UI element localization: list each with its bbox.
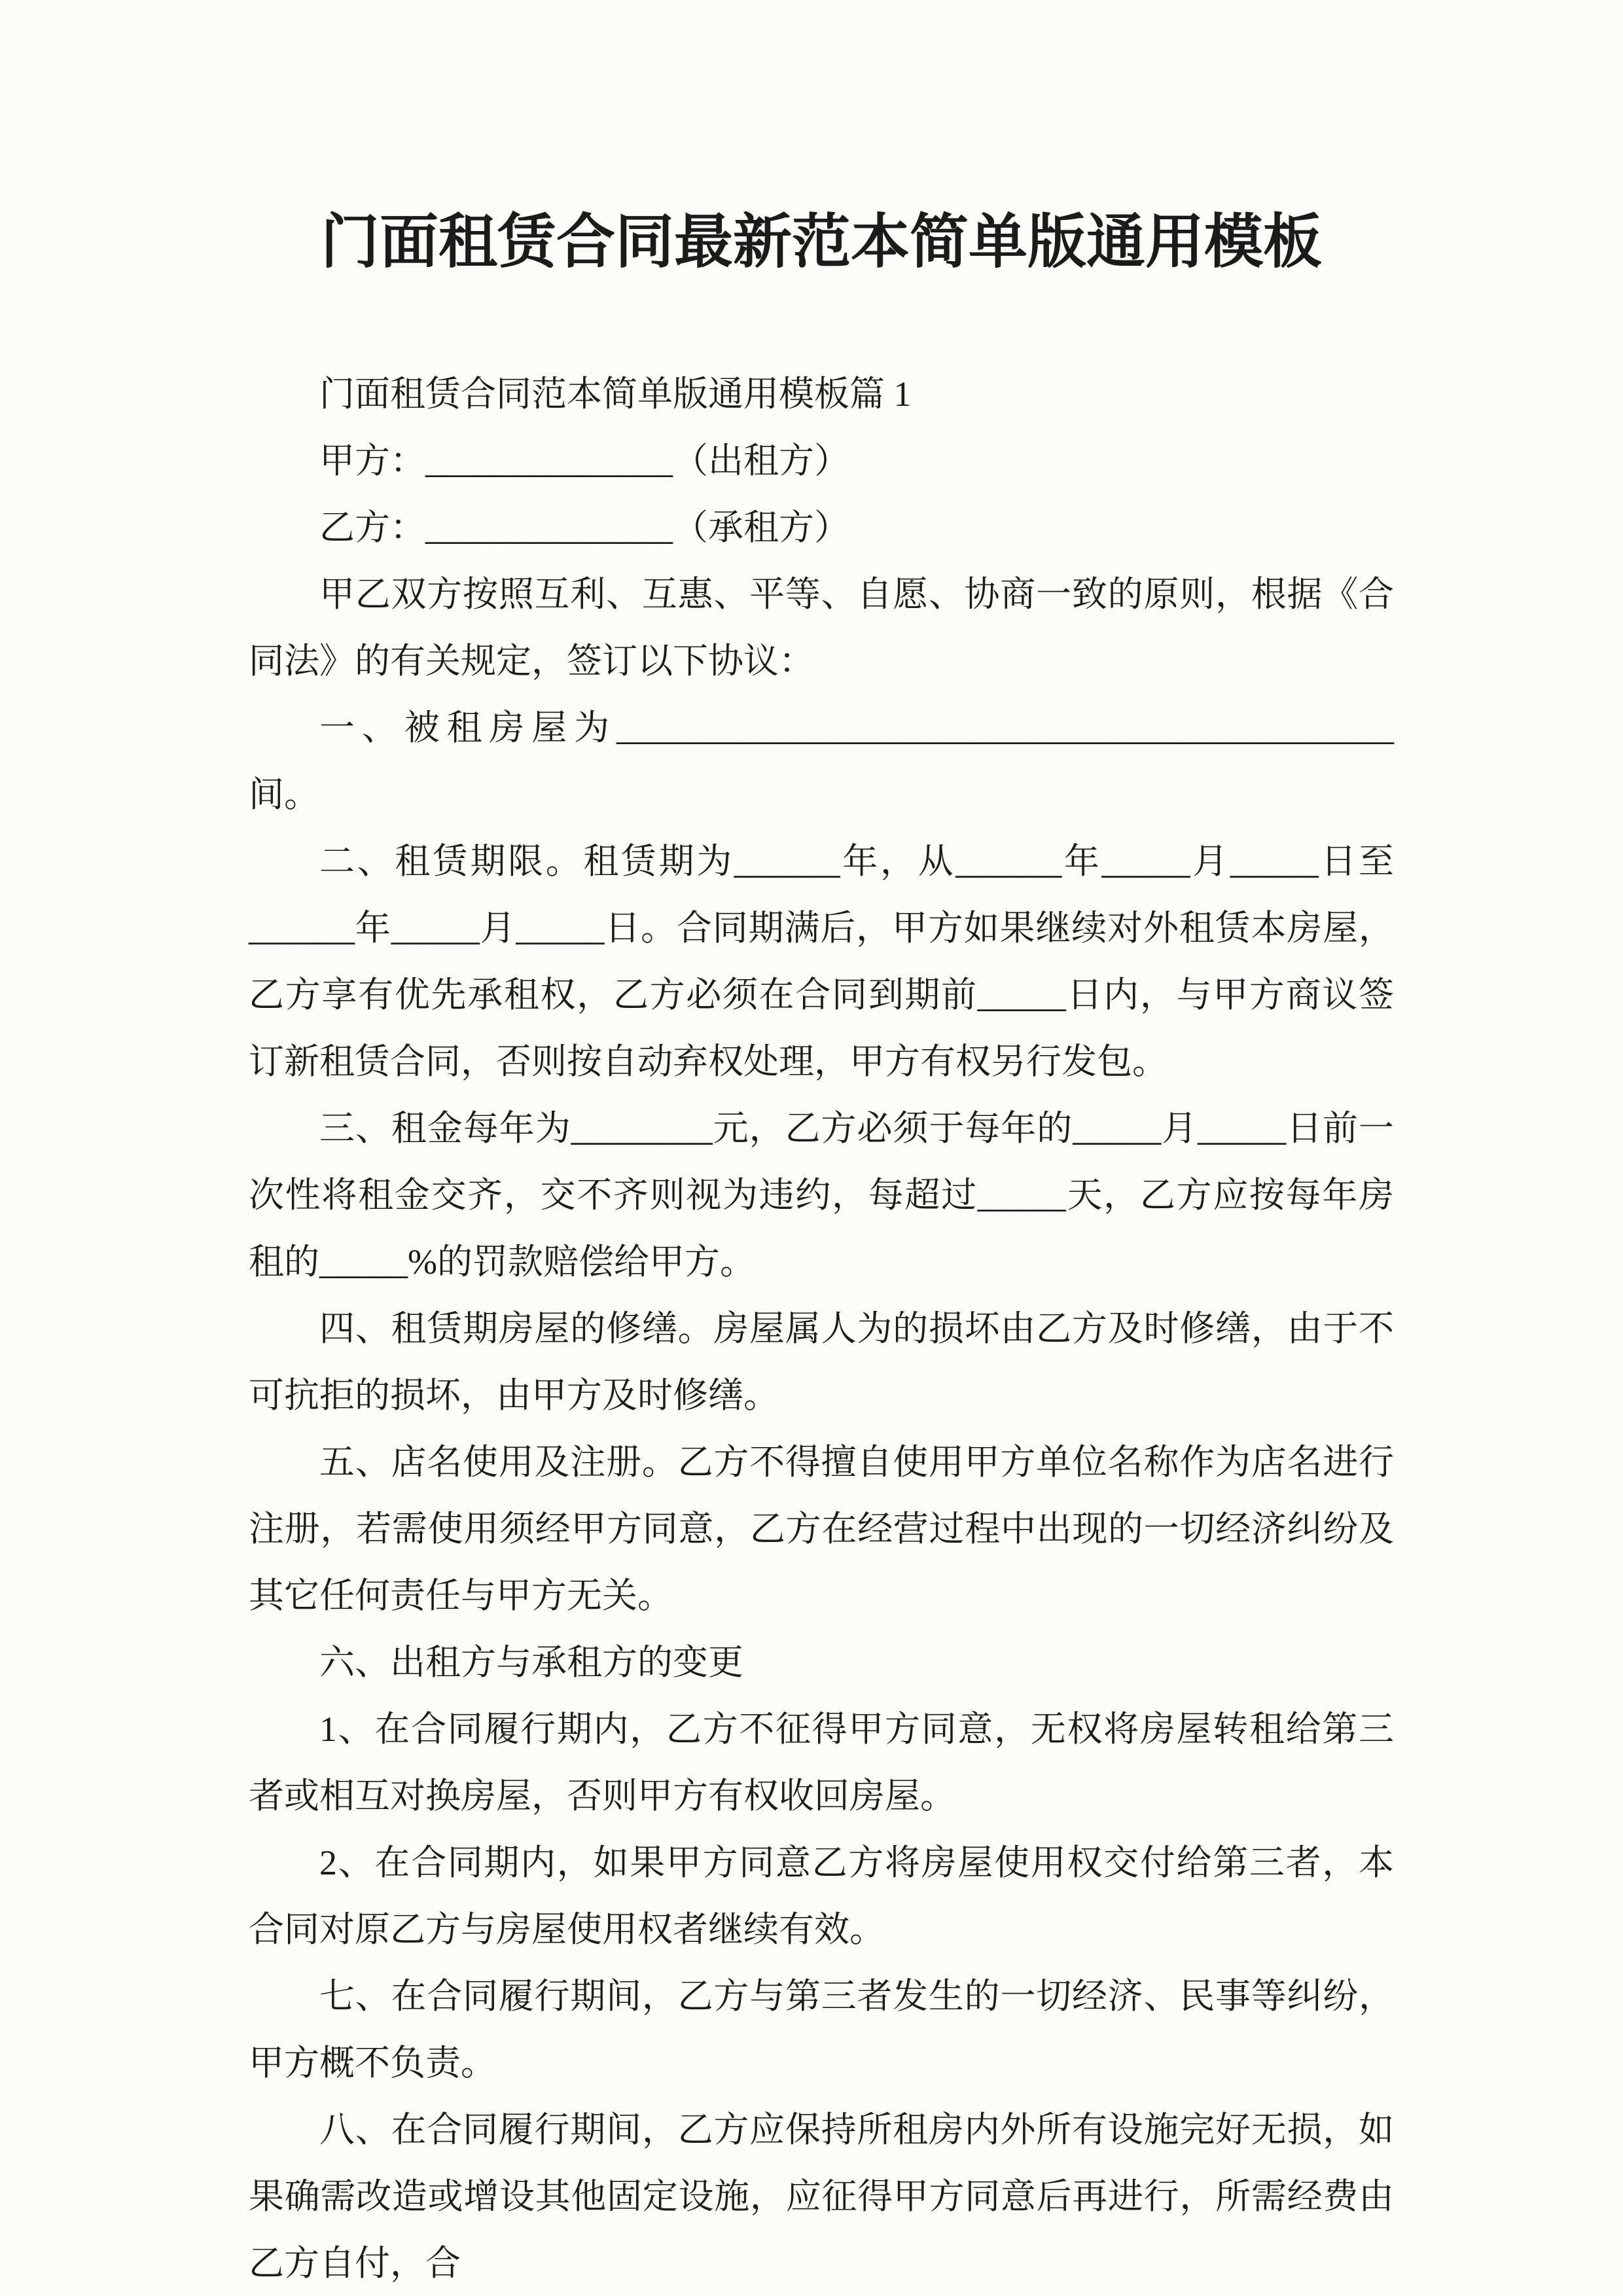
- clause-6: 六、出租方与承租方的变更: [319, 1643, 743, 1682]
- clause-7: 七、在合同履行期间，乙方与第三者发生的一切经济、民事等纠纷，甲方概不负责。: [249, 1977, 1394, 2083]
- clause-3: 三、租金每年为________元，乙方必须于每年的_____月_____日前一次性将租金交齐，交不齐则视为违约，每超过_____天，乙方应按每年房租的_____%的罚款赔偿给甲方。: [249, 1109, 1394, 1282]
- subtitle-line: 门面租赁合同范本简单版通用模板篇 1: [319, 374, 912, 414]
- preamble: 甲乙双方按照互利、互惠、平等、自愿、协商一致的原则，根据《合同法》的有关规定，签订以下协议：: [249, 575, 1394, 681]
- clause-1: 一、被租房屋为____________________________________________间。: [249, 708, 1394, 814]
- clause-4: 四、租赁期房屋的修缮。房屋属人为的损坏由乙方及时修缮，由于不可抗拒的损坏，由甲方及时修缮。: [249, 1309, 1394, 1415]
- document-body: [249, 361, 1394, 2296]
- clause-2: 二、租赁期限。租赁期为______年，从______年_____月_____日至______年_____月_____日。合同期满后，甲方如果继续对外租赁本房屋，乙方享有优先承租权，乙方必须在合同到期前_____日内，与甲方商议签订新租赁合同，否则按自动弃权处理，甲方有权另行发包。: [249, 842, 1394, 1081]
- clause-6-item-1: 1、在合同履行期内，乙方不征得甲方同意，无权将房屋转租给第三者或相互对换房屋，否则甲方有权收回房屋。: [249, 1710, 1394, 1816]
- clause-8: 八、在合同履行期间，乙方应保持所租房内外所有设施完好无损，如果确需改造或增设其他固定设施，应征得甲方同意后再进行，所需经费由乙方自付，合: [249, 2110, 1394, 2283]
- clause-6-item-2: 2、在合同期内，如果甲方同意乙方将房屋使用权交付给第三者，本合同对原乙方与房屋使用权者继续有效。: [249, 1843, 1394, 1949]
- clause-5: 五、店名使用及注册。乙方不得擅自使用甲方单位名称作为店名进行注册，若需使用须经甲方同意，乙方在经营过程中出现的一切经济纠纷及其它任何责任与甲方无关。: [249, 1443, 1394, 1615]
- document-title: 门面租赁合同最新范本简单版通用模板: [321, 210, 1322, 275]
- party-a-line: 甲方：______________（出租方）: [319, 441, 849, 480]
- party-b-line: 乙方：______________（承租方）: [319, 508, 849, 547]
